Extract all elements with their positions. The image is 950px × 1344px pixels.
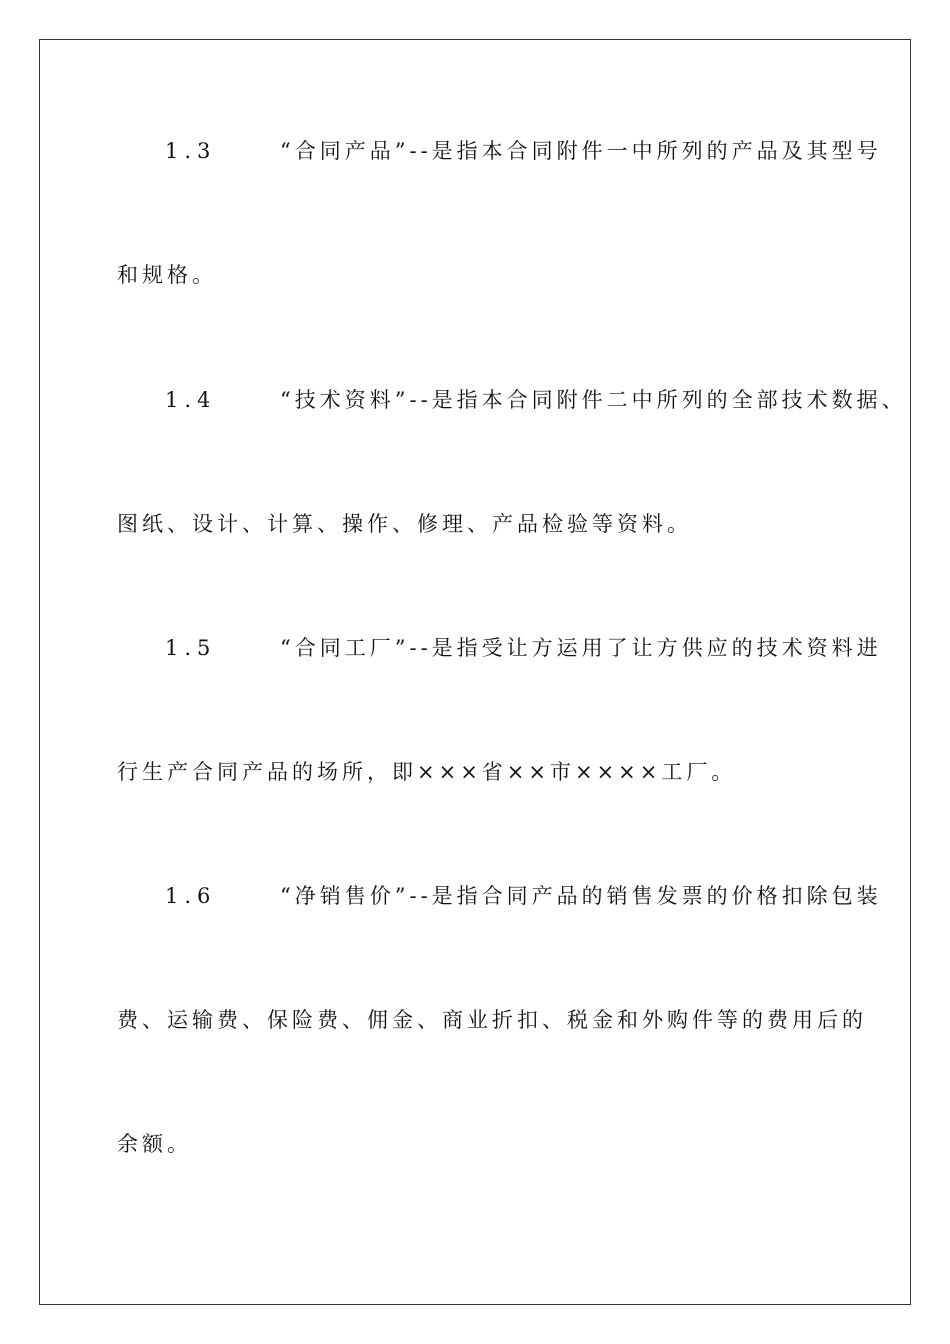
paragraph-1-5-line-1 xyxy=(165,633,882,663)
clause-number: 1.4 xyxy=(165,388,217,412)
paragraph-1-3-line-2: 和规格。 xyxy=(117,263,217,287)
paragraph-1-4-line-2: 图纸、设计、计算、操作、修理、产品检验等资料。 xyxy=(117,512,692,536)
paragraph-1-6-line-3: 余额。 xyxy=(117,1132,192,1156)
paragraph-1-3-line-1 xyxy=(165,136,882,166)
page-border xyxy=(39,39,911,1305)
clause-number: 1.6 xyxy=(165,884,217,908)
paragraph-1-6-line-2: 费、运输费、保险费、佣金、商业折扣、税金和外购件等的费用后的 xyxy=(117,1008,867,1032)
clause-number: 1.3 xyxy=(165,139,217,163)
clause-text: “技术资料”--是指本合同附件二中所列的全部技术数据、 xyxy=(280,388,907,412)
paragraph-1-5-line-2: 行生产合同产品的场所，即×××省××市××××工厂。 xyxy=(117,760,737,784)
clause-text: “净销售价”--是指合同产品的销售发票的价格扣除包装 xyxy=(280,884,882,908)
paragraph-1-6-line-1 xyxy=(165,881,882,911)
clause-number: 1.5 xyxy=(165,636,217,660)
clause-text: “合同产品”--是指本合同附件一中所列的产品及其型号 xyxy=(280,139,882,163)
clause-text: “合同工厂”--是指受让方运用了让方供应的技术资料进 xyxy=(280,636,882,660)
paragraph-1-4-line-1 xyxy=(165,385,907,415)
